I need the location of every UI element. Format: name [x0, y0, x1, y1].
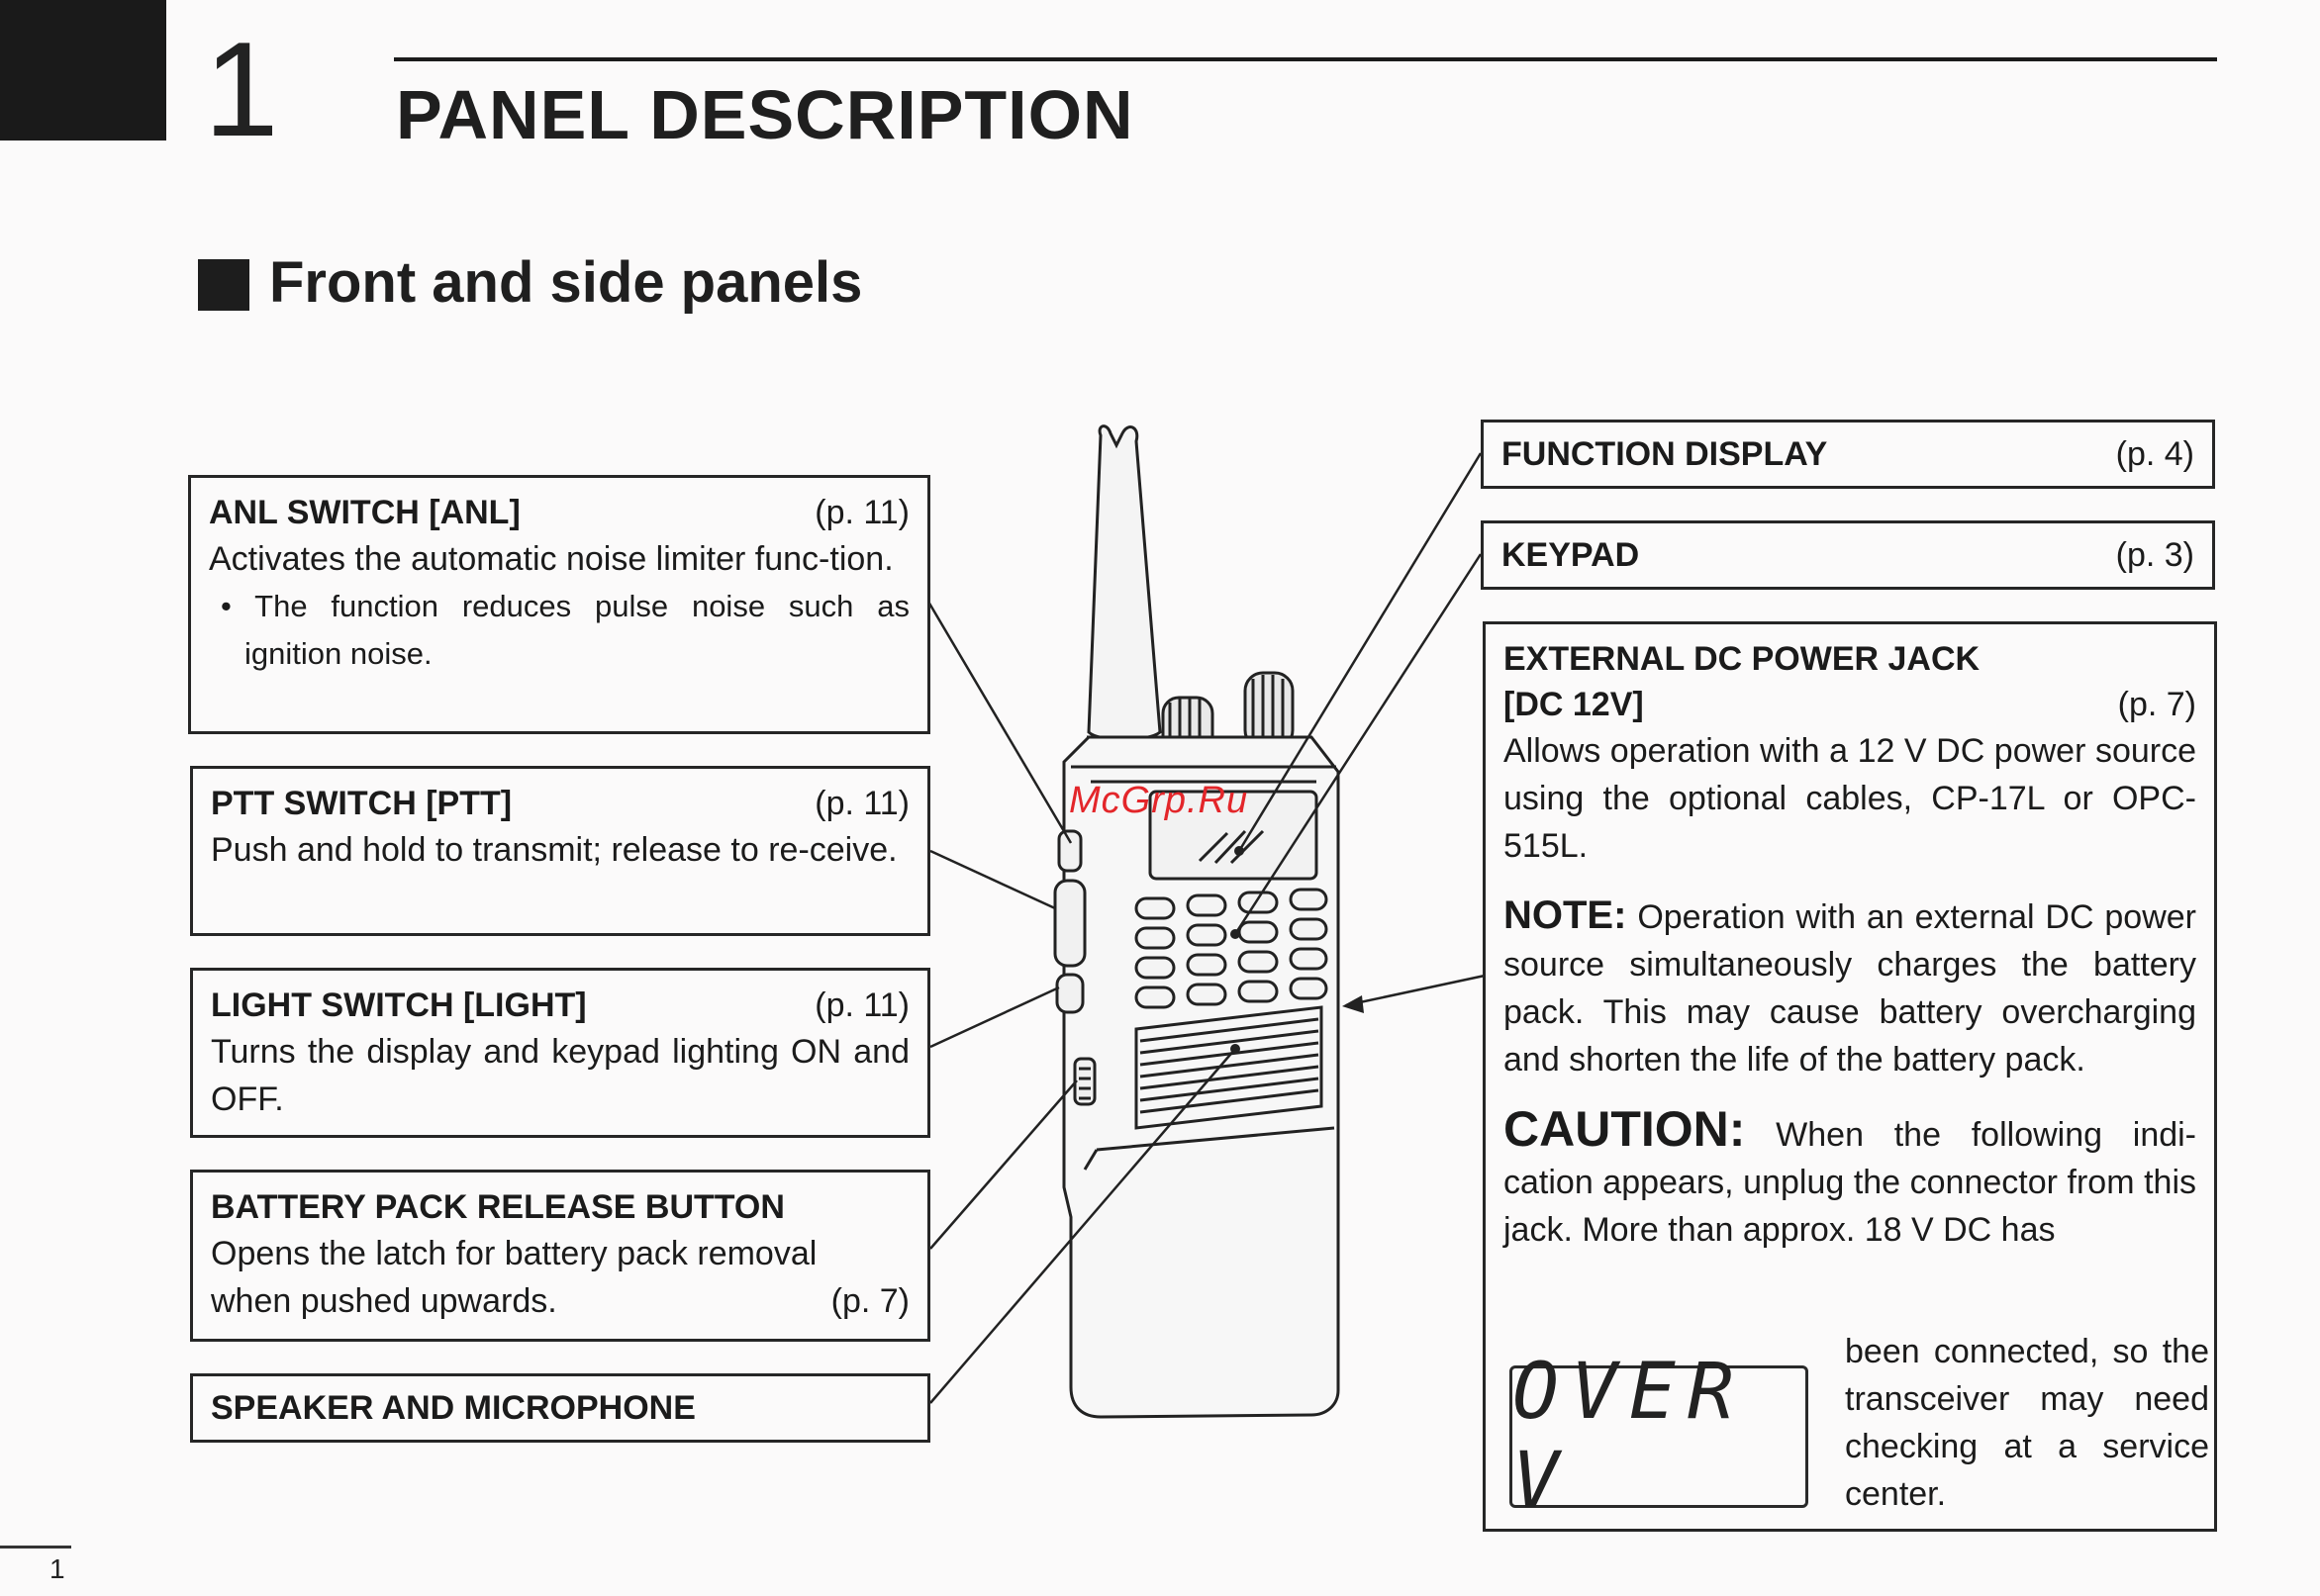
function-display-title: FUNCTION DISPLAY [1501, 434, 1828, 473]
speaker-mic-box [190, 1373, 930, 1443]
chapter-title: PANEL DESCRIPTION [396, 76, 1134, 153]
keypad-ref: (p. 3) [2115, 535, 2194, 574]
page-footer-rule [0, 1546, 71, 1549]
battery-release-desc-line1: Opens the latch for battery pack removal [211, 1235, 818, 1272]
caution-text: When the following indi-cation appears, unplug the connector from this jack. More than approx. 18 V DC has [1503, 1116, 2197, 1249]
battery-release-title: BATTERY PACK RELEASE BUTTON [211, 1188, 785, 1226]
function-display-box [1481, 420, 2215, 489]
keypad-title: KEYPAD [1501, 535, 1640, 574]
ptt-switch-title: PTT SWITCH [PTT] [211, 785, 513, 822]
anl-switch-desc: Activates the automatic noise limiter func-tion. [209, 540, 894, 578]
keypad-box [1481, 520, 2215, 590]
battery-release-ref: (p. 7) [830, 1282, 910, 1320]
light-switch-title: LIGHT SWITCH [LIGHT] [211, 986, 587, 1024]
dc-jack-desc: Allows operation with a 12 V DC power source using the optional cables, CP-17L or OPC-515L. [1503, 732, 2196, 865]
over-voltage-lcd: OVER V [1509, 1365, 1808, 1508]
dc-jack-note [1503, 892, 2196, 1083]
caution-tail-text: been connected, so the transceiver may need checking at a service center. [1845, 1333, 2209, 1513]
anl-switch-title: ANL SWITCH [ANL] [209, 494, 521, 531]
anl-switch-bullet: • The function reduces pulse noise such as ignition noise. [221, 589, 910, 671]
ptt-switch-desc: Push and hold to transmit; release to re-ceive. [211, 831, 898, 869]
caution-label: CAUTION: [1503, 1101, 1746, 1157]
light-switch-ref: (p. 11) [815, 986, 910, 1024]
dc-jack-ref: (p. 7) [2117, 686, 2196, 723]
anl-switch-ref: (p. 11) [815, 494, 910, 531]
speaker-mic-title: SPEAKER AND MICROPHONE [211, 1388, 696, 1427]
note-label: NOTE: [1503, 893, 1627, 937]
light-switch-box [190, 968, 930, 1138]
ptt-switch-box [190, 766, 930, 936]
dc-jack-title-line2: [DC 12V] [1503, 686, 1644, 723]
note-text: Operation with an external DC power source simultaneously charges the battery pack. This may cause battery overcharging and shorten the life of the battery pack. [1503, 898, 2196, 1079]
battery-release-desc-line2: when pushed upwards. [211, 1282, 557, 1320]
light-switch-desc: Turns the display and keypad lighting ON and OFF. [211, 1033, 910, 1118]
chapter-number: 1 [204, 14, 279, 164]
anl-switch-box [188, 475, 930, 734]
dc-jack-title-line1: EXTERNAL DC POWER JACK [1503, 640, 1981, 678]
ptt-switch-ref: (p. 11) [815, 785, 910, 822]
page-number: 1 [49, 1553, 65, 1584]
function-display-ref: (p. 4) [2115, 434, 2194, 473]
battery-release-box [190, 1170, 930, 1342]
section-title: Front and side panels [269, 250, 863, 315]
dc-jack-caution [1503, 1101, 2197, 1254]
watermark: McGrp.Ru [1069, 780, 1249, 821]
